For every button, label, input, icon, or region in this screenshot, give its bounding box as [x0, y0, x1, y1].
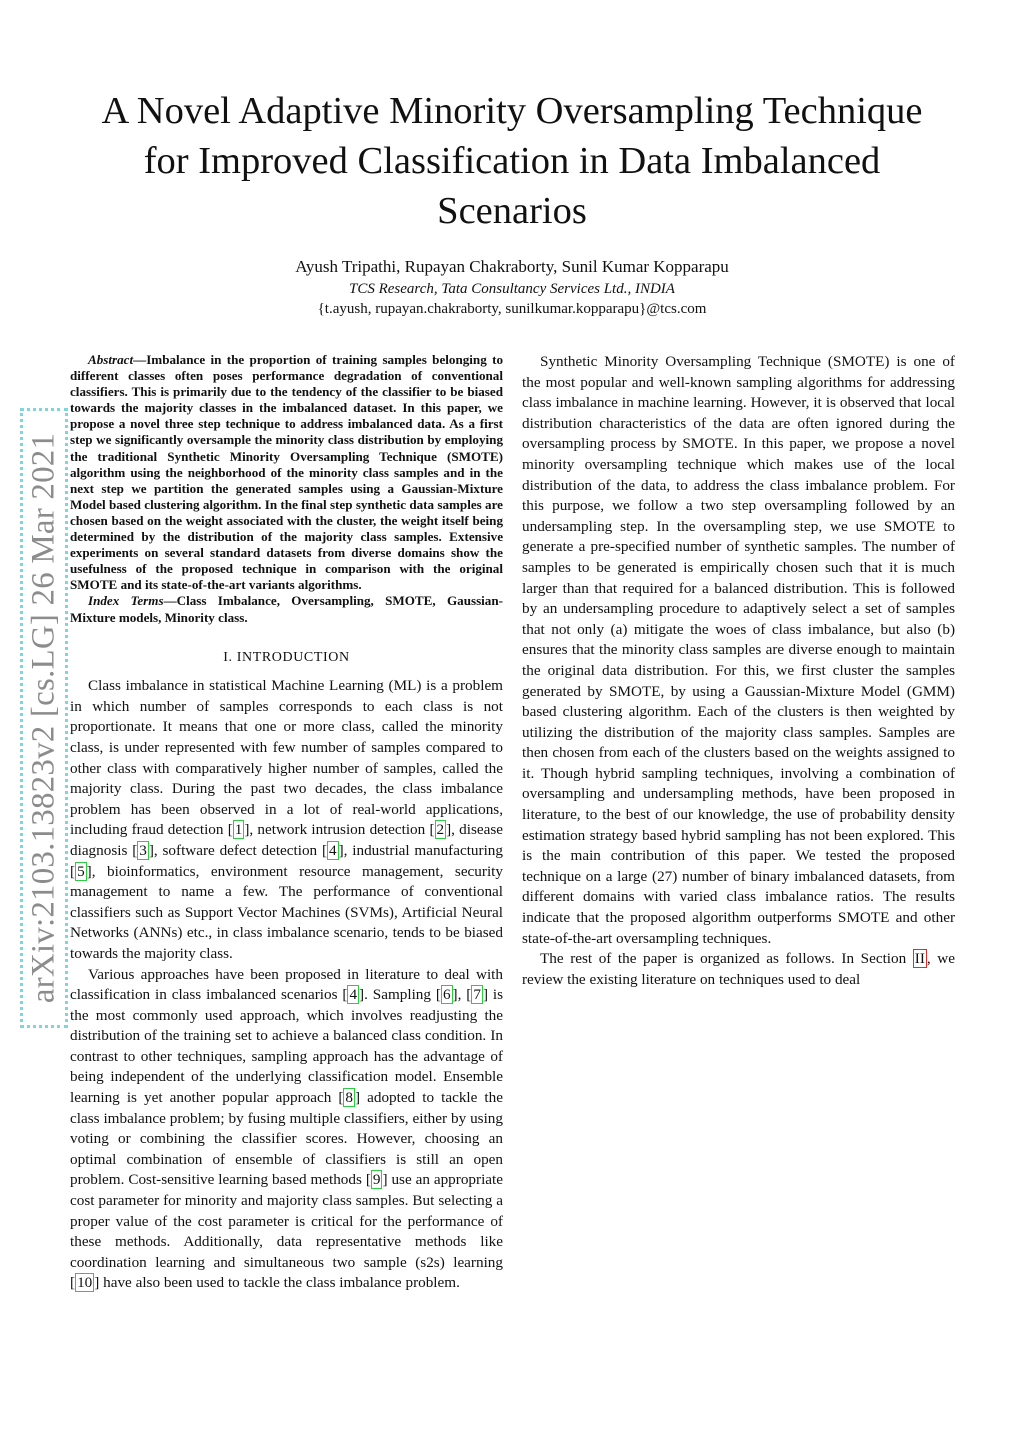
right-column: [522, 352, 955, 990]
left-column: [70, 352, 503, 1294]
citation-link[interactable]: 6: [442, 986, 451, 1004]
citation-link[interactable]: 10: [77, 1274, 93, 1292]
intro-p2-text: is the most commonly used approach, which involves readjusting the distribution of the training set to achieve a balanced class condition. In contrast to other techniques, sampling approach has the advantage of being independent of the underlying classification model. Ensemble learning is yet another popular approach: [70, 986, 504, 1107]
arxiv-identifier[interactable]: arXiv:2103.13823v2 [cs.LG] 26 Mar 2021: [25, 432, 62, 1004]
intro-p2-text: use an appropriate cost parameter for minority and majority class samples. But selecting a proper value of the cost parameter is critical for the performance of these methods. Additionally, data representative methods like coordination learning and simultaneous two sample (s2s) learning: [70, 1171, 504, 1271]
index-terms-label: Index Terms: [88, 593, 164, 609]
citation-link[interactable]: 3: [139, 841, 147, 859]
intro-p2-text: . Sampling: [364, 986, 436, 1004]
intro-p1-text: , network intrusion detection: [249, 821, 430, 839]
abstract-text: —Imbalance in the proportion of training samples belonging to different classes often poses performance degradation of conventional classifiers. This is primarily due to the tendency of the classifier to be biased towards the majority classes in the imbalanced dataset. In this paper, we propose a novel three step technique to address imbalanced data. As a first step we significantly oversample the minority class distribution by employing the traditional Synthetic Minority Oversampling Technique (SMOTE) algorithm using the neighborhood of the minority class samples and in the next step we partition the generated samples using a Gaussian-Mixture Model based clustering algorithm. In the final step synthetic data samples are chosen based on the weight associated with the cluster, the weight itself being determined by the distribution of the majority class samples. Extensive experiments on several standard datasets from diverse domains show the usefulness of the proposed technique in comparison with the original SMOTE and its state-of-the-art variants algorithms.: [70, 352, 503, 593]
index-terms-text: —Class Imbalance, Oversampling, SMOTE, Gaussian-Mixture models, Minority class.: [70, 593, 503, 625]
affiliation: TCS Research, Tata Consultancy Services Ltd., INDIA: [349, 281, 675, 297]
citation-link[interactable]: 9: [372, 1171, 381, 1189]
intro-p1-text: , software defect detection: [153, 841, 322, 859]
intro-paragraph-3: Synthetic Minority Oversampling Technique (SMOTE) is one of the most popular and well-known sampling algorithms for addressing class imbalance in machine learning. However, it is observed that local distribution characteristics of the data are often ignored during the oversampling process by SMOTE. In this paper, we propose a novel minority oversampling technique which makes use of the local distribution of the data, to address the class imbalance problem. For this purpose, we follow a two step oversampling followed by an undersampling step. In the oversampling step, we use SMOTE to generate a pre-specified number of synthetic samples. The number of samples to be generated is empirically chosen such that it is much larger than that required for a balanced distribution. This is followed by an undersampling procedure to adaptively select a set of samples that not only (a) mitigate the woes of class imbalance, but also (b) ensures that the minority class samples are diverse enough to maintain the original data distribution. For this, we first cluster the samples generated by SMOTE, by using a Gaussian-Mixture Model (GMM) based clustering algorithm. Each of the clusters is then weighted by utilizing the distribution of the majority class samples. Samples are then chosen from each of the clusters based on the weights assigned to it. Though hybrid sampling techniques, involving a combination of oversampling and undersampling methods, have been proposed in literature, to the best of our knowledge, the use of probability density estimation strategy based hybrid sampling has not been explored. This is the main contribution of this paper. We tested the proposed technique on a large (27) number of binary imbalanced datasets, from different domains with varied class imbalance ratios. The results indicate that the proposed algorithm outperforms SMOTE and other state-of-the-art oversampling techniques.: [522, 353, 955, 947]
intro-p1-text: , industrial manufacturing: [343, 841, 503, 859]
section-heading-introduction: I. INTRODUCTION: [223, 649, 350, 665]
intro-p2-text: Various approaches have been proposed in literature to deal with classification in class imbalanced scenarios: [70, 965, 503, 1004]
intro-paragraph-2: Various approaches have been proposed in literature to deal with classification in class imbalanced scenarios [ 4 ]. Sampling [ 6 ], [ 7 ] is the most commonly used approach, which involves readjusting the distribution of the training set to achieve a balanced class condition. In contrast to other techniques, sampling approach has the advantage of being independent of the underlying classification model. Ensemble learning is yet another popular approach [ 8 ] adopted to tackle the class imbalance problem; by fusing multiple classifiers, either by using voting or combining the classifier scores. However, choosing an optimal combination of ensemble of classifiers is still an open problem. Cost-sensitive learning based methods [ 9 ] use an appropriate cost parameter for minority and majority class samples. But selecting a proper value of the cost parameter is critical for the performance of these methods. Additionally, data representative methods like coordination learning and simultaneous two sample (s2s) learning [ 10 ] have also been used to tackle the class imbalance problem.: [70, 965, 504, 1292]
index-terms: [70, 593, 503, 625]
intro-p2-text: ,: [457, 986, 467, 1004]
citation-link[interactable]: 8: [345, 1089, 354, 1107]
intro-p2-text: have also been used to tackle the class imbalance problem.: [99, 1274, 460, 1292]
section-reference-link[interactable]: II: [914, 950, 925, 968]
citation-link[interactable]: 7: [473, 986, 481, 1004]
citation-link[interactable]: 4: [349, 986, 358, 1004]
citation-link[interactable]: 2: [436, 821, 445, 839]
intro-paragraph-1: Class imbalance in statistical Machine Learning (ML) is a problem in which number of samples corresponds to each class is not proportionate. It means that one or more class, called the minority class, is under represented with few number of samples compared to other class with comparatively higher number of samples, called the majority class. During the past two decades, the class imbalance problem has been observed in a lot of real-world applications, including fraud detection [ 1 ], network intrusion detection [ 2 ], disease diagnosis [ 3 ], software defect detection [ 4 ], industrial manufacturing [ 5 ], bioinformatics, environment resource management, security management to name a few. The performance of conventional classifiers such as Support Vector Machines (SVMs), Artificial Neural Networks (ANNs) etc., in class imbalance scenario, tends to be biased towards the majority class.: [70, 677, 504, 962]
author-list: Ayush Tripathi, Rupayan Chakraborty, Sunil Kumar Kopparapu: [295, 257, 729, 276]
abstract: [70, 352, 503, 593]
abstract-label: Abstract: [88, 352, 134, 367]
citation-link[interactable]: 1: [234, 821, 243, 839]
intro-p1-text: , bioinformatics, environment resource management, security management to name a few. The performance of conventional classifiers such as Support Vector Machines (SVMs), Artificial Neural Networks (ANNs) etc., in class imbalance scenario, tends to be biased towards the majority class.: [70, 862, 503, 962]
intro-p2-text: adopted to tackle the class imbalance problem; by fusing multiple classifiers, either by using voting or combining the classifier scores. However, choosing an optimal combination of ensemble of classifiers is still an open problem. Cost-sensitive learning based methods: [70, 1089, 503, 1189]
citation-link[interactable]: 4: [329, 841, 337, 859]
intro-p1-text: , disease diagnosis: [70, 821, 504, 859]
author-emails: {t.ayush, rupayan.chakraborty, sunilkumar.kopparapu}@tcs.com: [317, 301, 707, 317]
intro-p4-text: , we review the existing literature on techniques used to deal: [522, 950, 955, 988]
intro-p1-text: Class imbalance in statistical Machine Learning (ML) is a problem in which number of samples corresponds to each class is not proportionate. It means that one or more class, called the minority class, is under represented with few number of samples compared to other class with comparatively higher number of samples, called the majority class. During the past two decades, the class imbalance problem has been observed in a lot of real-world applications, including fraud detection: [70, 677, 503, 839]
citation-link[interactable]: 5: [77, 862, 85, 880]
intro-paragraph-4: [522, 949, 955, 990]
paper-title: A Novel Adaptive Minority Oversampling Technique for Improved Classification in Data Imbalanced Scenarios: [101, 90, 923, 233]
intro-p4-text: The rest of the paper is organized as follows. In Section: [540, 950, 913, 968]
